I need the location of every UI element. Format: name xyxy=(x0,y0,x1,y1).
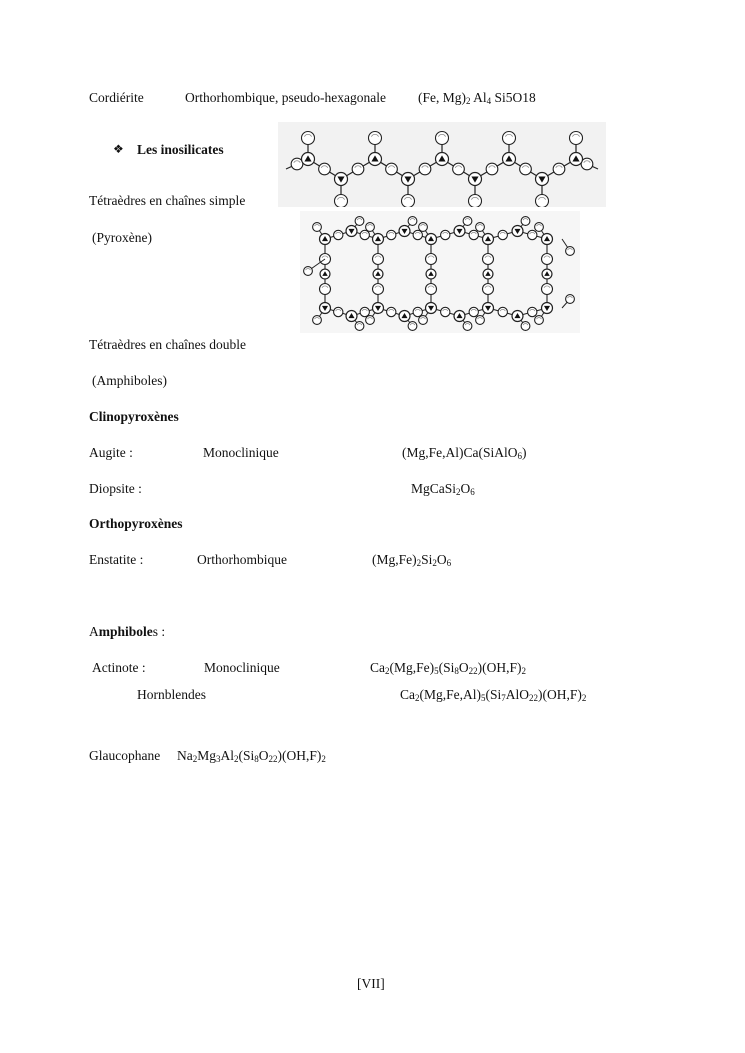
glaucophane-name: Glaucophane xyxy=(89,748,161,763)
double-chain-label: Tétraèdres en chaînes double xyxy=(89,337,247,352)
oxygen-atom xyxy=(413,230,422,239)
actinote-name: Actinote : xyxy=(92,660,146,675)
oxygen-atom xyxy=(313,316,322,325)
oxygen-atom xyxy=(521,217,530,226)
silicon-tetrahedron xyxy=(483,303,494,314)
clinopyroxenes-heading: Clinopyroxènes xyxy=(89,409,179,424)
oxygen-atom xyxy=(469,307,478,316)
oxygen-atom xyxy=(553,163,565,175)
silicon-tetrahedron xyxy=(320,303,331,314)
oxygen-atom xyxy=(520,163,532,175)
cordierite-name: Cordiérite xyxy=(89,90,144,105)
silicon-tetrahedron xyxy=(512,226,523,237)
oxygen-atom xyxy=(366,223,375,232)
oxygen-atom xyxy=(366,316,375,325)
silicon-tetrahedron xyxy=(399,311,410,322)
hornblendes-name: Hornblendes xyxy=(137,687,206,702)
oxygen-atom xyxy=(402,195,415,208)
oxygen-atom xyxy=(469,195,482,208)
actinote-system: Monoclinique xyxy=(204,660,280,675)
inosilicates-heading: Les inosilicates xyxy=(137,142,224,157)
silicon-tetrahedron xyxy=(483,234,494,245)
oxygen-atom xyxy=(387,307,396,316)
oxygen-atom xyxy=(408,217,417,226)
single-chain-label: Tétraèdres en chaînes simple xyxy=(89,193,246,208)
diamond-bullet-icon: ❖ xyxy=(113,142,124,156)
oxygen-atom xyxy=(570,132,583,145)
oxygen-atom xyxy=(320,284,331,295)
silicon-tetrahedron xyxy=(426,269,436,279)
oxygen-atom xyxy=(566,247,575,256)
oxygen-atom xyxy=(352,163,364,175)
oxygen-atom xyxy=(360,230,369,239)
silicon-tetrahedron xyxy=(302,153,315,166)
silicon-tetrahedron xyxy=(426,303,437,314)
cordierite-system: Orthorhombique, pseudo-hexagonale xyxy=(185,90,386,105)
silicon-tetrahedron xyxy=(436,153,449,166)
augite-formula: (Mg,Fe,Al)Ca(SiAlO$_6$) xyxy=(402,445,527,461)
silicon-tetrahedron xyxy=(542,269,552,279)
oxygen-atom xyxy=(335,195,348,208)
silicon-tetrahedron xyxy=(399,226,410,237)
silicon-tetrahedron xyxy=(426,234,437,245)
oxygen-atom xyxy=(419,223,428,232)
silicon-tetrahedron xyxy=(536,173,549,186)
oxygen-atom xyxy=(304,267,313,276)
oxygen-atom xyxy=(408,322,417,331)
oxygen-atom xyxy=(313,223,322,232)
oxygen-atom xyxy=(413,307,422,316)
oxygen-atom xyxy=(498,307,507,316)
actinote-formula: $Ca_2(Mg,Fe)_5(Si_8O_{22})(OH,F)_2$ xyxy=(370,660,527,676)
oxygen-atom xyxy=(436,132,449,145)
hornblendes-formula: $Ca_2(Mg,Fe,Al)_5(Si_7AlO_{22})(OH,F)_2$ xyxy=(400,687,587,703)
oxygen-atom xyxy=(386,163,398,175)
augite-system: Monoclinique xyxy=(203,445,279,460)
silicon-tetrahedron xyxy=(469,173,482,186)
silicon-tetrahedron xyxy=(346,226,357,237)
oxygen-atom xyxy=(334,230,343,239)
oxygen-atom xyxy=(463,217,472,226)
oxygen-atom xyxy=(355,217,364,226)
silicon-tetrahedron xyxy=(542,234,553,245)
silicon-tetrahedron xyxy=(373,269,383,279)
silicon-tetrahedron xyxy=(503,153,516,166)
oxygen-atom xyxy=(536,195,549,208)
oxygen-atom xyxy=(463,322,472,331)
oxygen-atom xyxy=(503,132,516,145)
oxygen-atom xyxy=(334,307,343,316)
oxygen-atom xyxy=(542,254,553,265)
orthopyroxenes-heading: Orthopyroxènes xyxy=(89,516,183,531)
silicon-tetrahedron xyxy=(512,311,523,322)
silicon-tetrahedron xyxy=(320,234,331,245)
oxygen-atom xyxy=(441,307,450,316)
oxygen-atom xyxy=(469,230,478,239)
silicon-tetrahedron xyxy=(454,311,465,322)
diopsite-formula: $MgCaSi_2O_6$ xyxy=(411,481,475,497)
oxygen-atom xyxy=(373,284,384,295)
enstatite-system: Orthorhombique xyxy=(197,552,287,567)
enstatite-name: Enstatite : xyxy=(89,552,144,567)
oxygen-atom xyxy=(535,316,544,325)
oxygen-atom xyxy=(360,307,369,316)
oxygen-atom xyxy=(535,223,544,232)
page-number: [VII] xyxy=(357,976,385,991)
oxygen-atom xyxy=(355,322,364,331)
silicon-tetrahedron xyxy=(320,269,330,279)
oxygen-atom xyxy=(441,230,450,239)
oxygen-atom xyxy=(419,163,431,175)
oxygen-atom xyxy=(369,132,382,145)
oxygen-atom xyxy=(373,254,384,265)
enstatite-formula: $(Mg,Fe)_2Si_2O_6$ xyxy=(372,552,452,568)
silicon-tetrahedron xyxy=(369,153,382,166)
oxygen-atom xyxy=(319,163,331,175)
oxygen-atom xyxy=(542,284,553,295)
oxygen-atom xyxy=(566,295,575,304)
oxygen-atom xyxy=(302,132,315,145)
pyroxene-label: (Pyroxène) xyxy=(92,230,152,245)
oxygen-atom xyxy=(426,284,437,295)
silicon-tetrahedron xyxy=(402,173,415,186)
oxygen-atom xyxy=(521,322,530,331)
silicon-tetrahedron xyxy=(542,303,553,314)
silicon-tetrahedron xyxy=(373,234,384,245)
glaucophane-formula: $Na_2Mg_3Al_2(Si_8O_{22})(OH,F)_2$ xyxy=(177,748,326,764)
oxygen-atom xyxy=(426,254,437,265)
diopsite-name: Diopsite : xyxy=(89,481,142,496)
double-chain-diagram xyxy=(300,211,580,333)
single-chain-diagram xyxy=(278,122,606,207)
silicon-tetrahedron xyxy=(373,303,384,314)
silicon-tetrahedron xyxy=(483,269,493,279)
augite-name: Augite : xyxy=(89,445,133,460)
cordierite-formula: (Fe, $Mg)_2$ $Al_4$ Si5O18 xyxy=(418,90,536,106)
silicon-tetrahedron xyxy=(335,173,348,186)
oxygen-atom xyxy=(528,307,537,316)
oxygen-atom xyxy=(387,230,396,239)
oxygen-atom xyxy=(419,316,428,325)
oxygen-atom xyxy=(483,284,494,295)
oxygen-atom xyxy=(528,230,537,239)
oxygen-atom xyxy=(453,163,465,175)
oxygen-atom xyxy=(476,316,485,325)
silicon-tetrahedron xyxy=(346,311,357,322)
oxygen-atom xyxy=(483,254,494,265)
silicon-tetrahedron xyxy=(570,153,583,166)
oxygen-atom xyxy=(476,223,485,232)
oxygen-atom xyxy=(498,230,507,239)
silicon-tetrahedron xyxy=(454,226,465,237)
amphiboles-heading: Amphiboles : xyxy=(89,624,166,639)
oxygen-atom xyxy=(486,163,498,175)
amphiboles-label: (Amphiboles) xyxy=(92,373,167,388)
